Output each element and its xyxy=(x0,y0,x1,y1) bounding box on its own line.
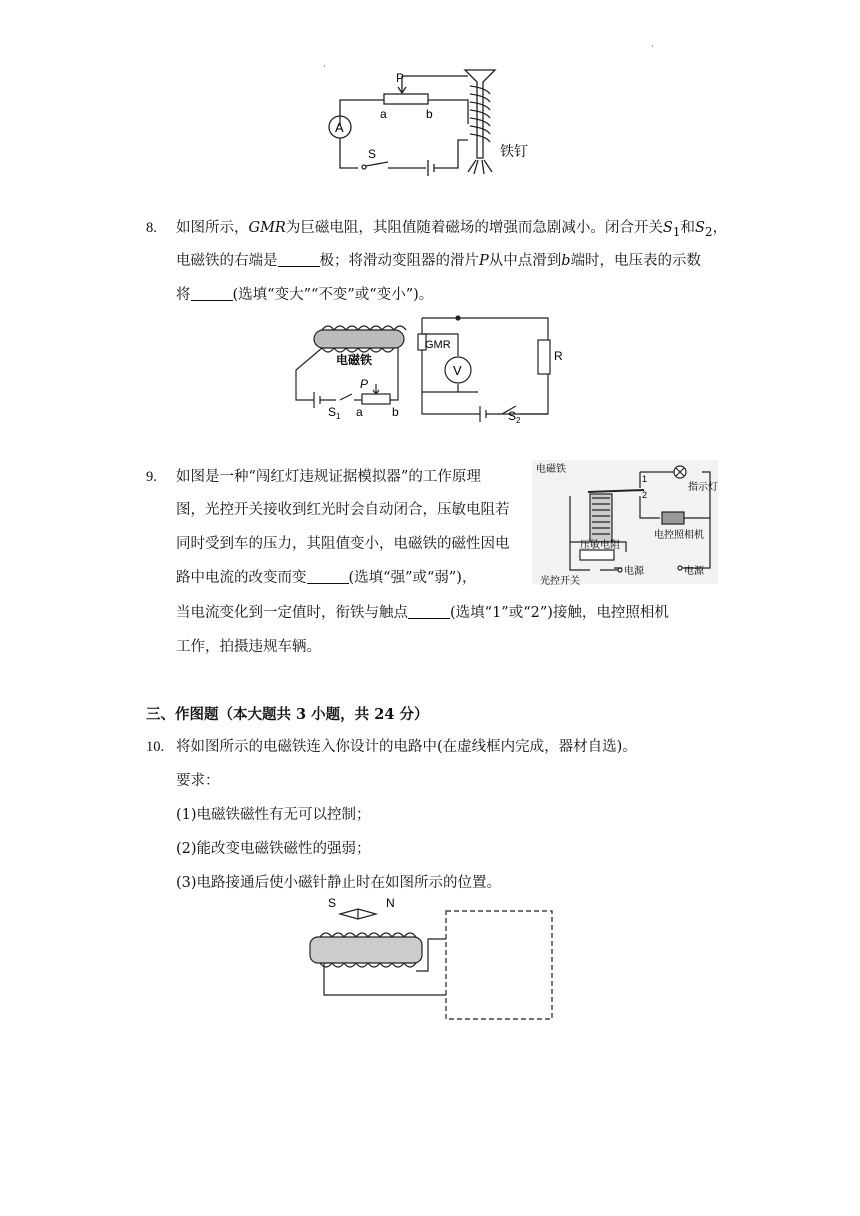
label-a: a xyxy=(356,405,363,419)
label-a: a xyxy=(380,107,387,121)
camera xyxy=(662,512,684,524)
label-s2: $S_2$ xyxy=(508,409,521,425)
wire-to-coil xyxy=(428,100,468,124)
label-s-pole: S xyxy=(328,896,337,910)
q9-line4: 路中电流的改变而变 (选填“强”或“弱”)， xyxy=(176,570,477,586)
switch-s1 xyxy=(320,394,356,400)
q10-requirement-1: (1)电磁铁磁性有无可以控制； xyxy=(176,807,371,823)
q9-line6: 工作，拍摄违规车辆。 xyxy=(176,639,321,655)
label-b: b xyxy=(426,107,433,121)
battery-2 xyxy=(480,406,486,422)
answer-blank[interactable] xyxy=(278,252,320,267)
q10-requirement-3: (3)电路接通后使小磁针静止时在如图所示的位置。 xyxy=(176,875,502,891)
slider xyxy=(373,384,379,394)
q10-requirements-label: 要求： xyxy=(176,773,220,789)
battery-1 xyxy=(314,392,320,408)
stray-dot: · xyxy=(323,62,326,71)
ammeter-label: A xyxy=(335,120,344,135)
coil xyxy=(322,326,406,330)
label-s1: $S_1$ xyxy=(328,405,341,421)
label-iron-nail: 铁钉 xyxy=(500,143,528,159)
answer-blank[interactable] xyxy=(408,604,450,619)
electromagnet-coil xyxy=(590,494,612,542)
label-electromagnet: 电磁铁 xyxy=(536,464,566,475)
q10-requirement-2: (2)能改变电磁铁磁性的强弱； xyxy=(176,841,371,857)
switch-s2 xyxy=(486,406,548,414)
q10-number: 10. xyxy=(146,739,165,755)
answer-blank[interactable] xyxy=(191,286,233,301)
section-title: 三、作图题（本大题共 3 小题，共 24 分） xyxy=(146,706,429,723)
figure-gmr-circuit xyxy=(288,310,563,426)
q9-line2: 图，光控开关接收到红光时会自动闭合，压敏电阻若 xyxy=(176,502,510,518)
electromagnet-core xyxy=(314,330,404,348)
wire-top-left xyxy=(340,100,384,126)
q10-line1: 将如图所示的电磁铁连入你设计的电路中(在虚线框内完成，器材自选)。 xyxy=(176,739,637,755)
label-contact-2: 2 xyxy=(642,490,648,500)
label-power-source-1: 电源 xyxy=(624,566,644,577)
left-wire xyxy=(296,348,322,400)
q8-line1-text: 如图所示，GMR为巨磁电阻，其阻值随着磁场的增强而急剧减小。闭合开关$S_1$和$S_2$， xyxy=(176,220,728,239)
q8-line3: 将 (选填“变大”“不变”或“变小”)。 xyxy=(176,287,434,303)
label-power-source-2: 电源 xyxy=(684,566,704,577)
q8-line2: 电磁铁的右端是 极；将滑动变阻器的滑片P从中点滑到b端时，电压表的示数 xyxy=(176,253,702,269)
label-gmr: GMR xyxy=(425,339,451,351)
label-pressure-resistor: 压敏电阻 xyxy=(580,540,620,551)
label-r: R xyxy=(554,349,563,363)
stray-dot: · xyxy=(651,42,654,51)
label-p: P xyxy=(360,377,369,391)
switch-blade xyxy=(366,162,388,166)
answer-blank[interactable] xyxy=(307,569,349,584)
q9-line5: 当电流变化到一定值时，衔铁与触点 (选填“1”或“2”)接触，电控照相机 xyxy=(176,605,669,621)
label-p: P xyxy=(396,71,405,85)
wire-bottom-left xyxy=(340,138,358,168)
nail xyxy=(465,70,495,158)
wire-right xyxy=(434,140,468,168)
dashed-design-box xyxy=(446,911,552,1019)
q8-line1 xyxy=(146,218,157,238)
q9-line1: 如图是一种“闯红灯违规证据模拟器”的工作原理 xyxy=(176,469,481,485)
pins xyxy=(468,160,492,174)
coil-windings xyxy=(470,86,490,142)
label-indicator-lamp: 指示灯 xyxy=(688,482,718,493)
figure-nail-electromagnet-circuit xyxy=(318,66,548,188)
q9-line3: 同时受到车的压力，其阻值变小，电磁铁的磁性因电 xyxy=(176,536,510,552)
rheostat xyxy=(384,94,428,104)
label-switch: S xyxy=(368,147,377,161)
right-circuit-top xyxy=(422,318,548,414)
label-n-pole: N xyxy=(386,896,395,910)
label-light-switch: 光控开关 xyxy=(540,576,580,587)
label-electromagnet: 电磁铁 xyxy=(336,353,373,367)
label-b: b xyxy=(392,405,399,419)
rheostat xyxy=(362,394,390,404)
figure-red-light-simulator xyxy=(530,458,720,588)
pressure-resistor xyxy=(580,550,614,560)
label-contact-1: 1 xyxy=(642,474,648,484)
electromagnet-core xyxy=(310,937,422,963)
question-number: 8. xyxy=(146,220,157,236)
figure-electromagnet-drawing-task xyxy=(300,893,560,1025)
label-camera: 电控照相机 xyxy=(654,530,704,541)
voltmeter-label: V xyxy=(453,363,462,378)
resistor-r xyxy=(538,340,550,374)
q9-number: 9. xyxy=(146,469,157,485)
